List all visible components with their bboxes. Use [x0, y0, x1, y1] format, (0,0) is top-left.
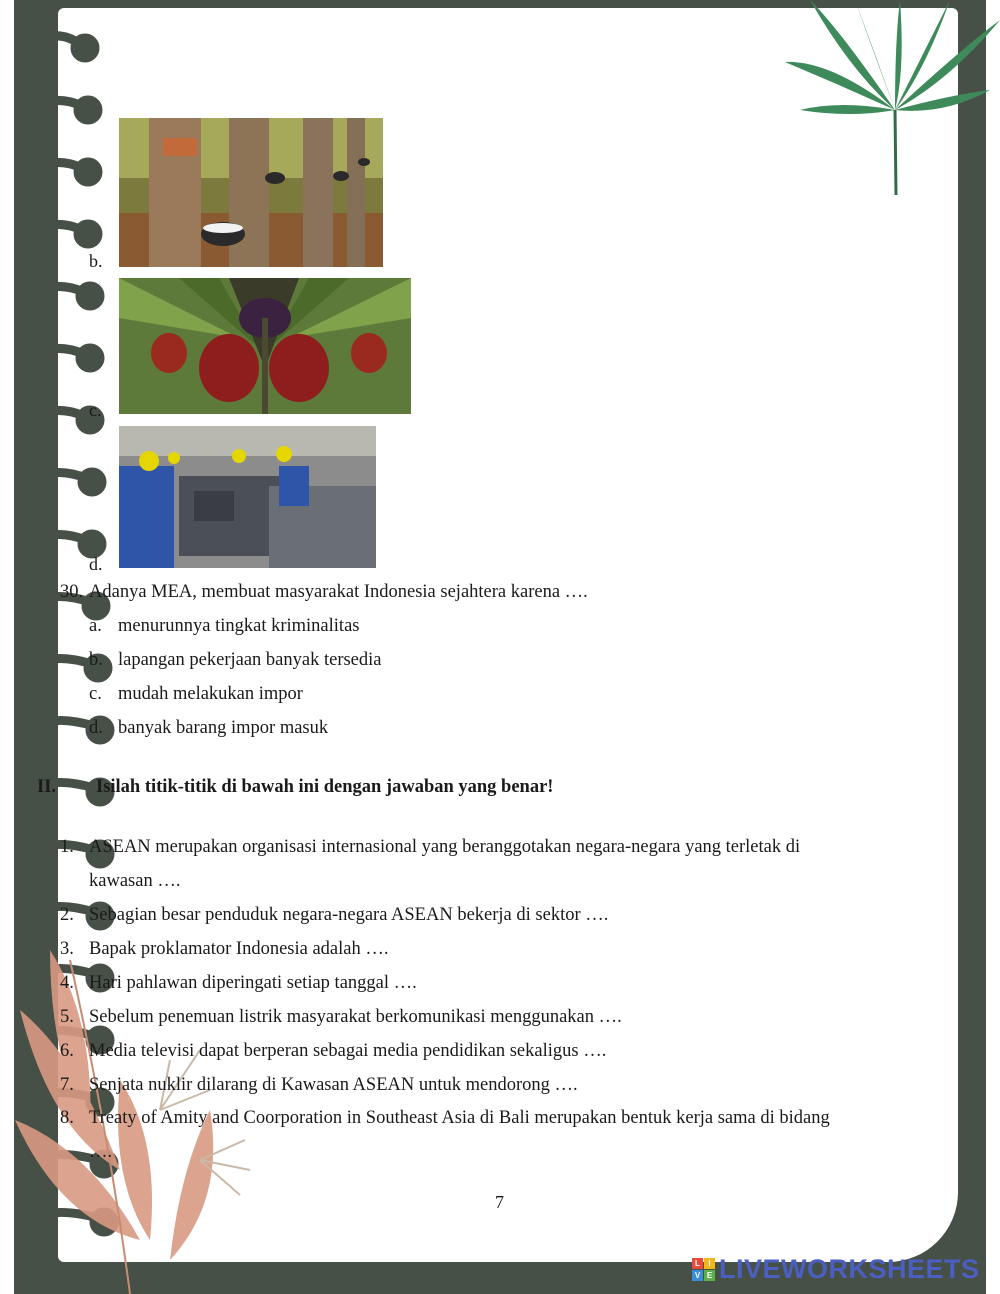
question-number: 7.	[60, 1075, 74, 1095]
question-text: Adanya MEA, membuat masyarakat Indonesia sejahtera karena ….	[89, 582, 588, 602]
fill-question-6	[60, 1041, 607, 1062]
option-text: banyak barang impor masuk	[118, 718, 329, 738]
section-title: Isilah titik-titik di bawah ini dengan jawaban yang benar!	[96, 777, 554, 797]
option-c-label: c.	[89, 400, 102, 420]
factory-workers-engines-photo-icon	[119, 426, 376, 568]
question-number: 6.	[60, 1041, 74, 1061]
option-b-label: b.	[89, 251, 103, 271]
section-heading	[37, 777, 554, 798]
option-letter: b.	[89, 650, 103, 670]
question-text: Sebelum penemuan listrik masyarakat berkomunikasi menggunakan ….	[89, 1007, 622, 1027]
answer-option[interactable]	[89, 684, 303, 705]
question-text: Bapak proklamator Indonesia adalah ….	[89, 939, 389, 959]
question-number: 30.	[60, 582, 84, 602]
question-continuation: kawasan ….	[89, 871, 181, 891]
fill-question-7	[60, 1075, 578, 1096]
fill-question-3	[60, 939, 389, 960]
question-text: ASEAN merupakan organisasi internasional yang beranggotakan negara-negara yang terletak di	[89, 837, 801, 857]
watermark-text: LIVEWORKSHEETS	[719, 1253, 980, 1284]
answer-option[interactable]	[89, 650, 382, 671]
fill-question-2	[60, 905, 609, 926]
oil-palm-image	[119, 278, 411, 414]
question-text: Sebagian besar penduduk negara-negara ASEAN bekerja di sektor ….	[89, 905, 609, 925]
question-number: 5.	[60, 1007, 74, 1027]
answer-option[interactable]	[89, 718, 329, 739]
question-number: 4.	[60, 973, 74, 993]
option-text: menurunnya tingkat kriminalitas	[118, 616, 360, 636]
question-30	[60, 582, 588, 603]
option-letter: a.	[89, 616, 102, 636]
liveworksheets-logo-icon	[692, 1258, 715, 1281]
logo-letter: V	[692, 1270, 703, 1281]
option-letter: c.	[89, 684, 102, 704]
option-text: lapangan pekerjaan banyak tersedia	[118, 650, 382, 670]
oil-palm-fruit-photo-icon	[119, 278, 411, 414]
question-number: 2.	[60, 905, 74, 925]
question-number: 3.	[60, 939, 74, 959]
question-text: Treaty of Amity and Coorporation in Southeast Asia di Bali merupakan bentuk kerja sama di bidang	[89, 1108, 830, 1128]
section-number: II.	[37, 777, 57, 797]
question-text: Senjata nuklir dilarang di Kawasan ASEAN untuk mendorong ….	[89, 1075, 578, 1095]
rubber-tree-tapping-photo-icon	[119, 118, 383, 267]
factory-image	[119, 426, 376, 568]
fill-question-5	[60, 1007, 622, 1028]
question-number: 1.	[60, 837, 74, 857]
question-continuation: ….	[89, 1142, 113, 1162]
answer-option[interactable]	[89, 616, 360, 637]
page-number: 7	[495, 1192, 504, 1212]
logo-letter: L	[692, 1258, 703, 1269]
question-text: Media televisi dapat berperan sebagai media pendidikan sekaligus ….	[89, 1041, 607, 1061]
logo-letter: I	[704, 1258, 715, 1269]
option-text: mudah melakukan impor	[118, 684, 303, 704]
fill-question-8	[60, 1108, 830, 1129]
fill-question-4	[60, 973, 417, 994]
rubber-tree-image	[119, 118, 383, 267]
liveworksheets-watermark[interactable]	[692, 1254, 980, 1284]
question-text: Hari pahlawan diperingati setiap tanggal ….	[89, 973, 417, 993]
option-d-label: d.	[89, 554, 103, 574]
option-letter: d.	[89, 718, 103, 738]
fill-question-1	[60, 837, 801, 858]
logo-letter: E	[704, 1270, 715, 1281]
question-number: 8.	[60, 1108, 74, 1128]
